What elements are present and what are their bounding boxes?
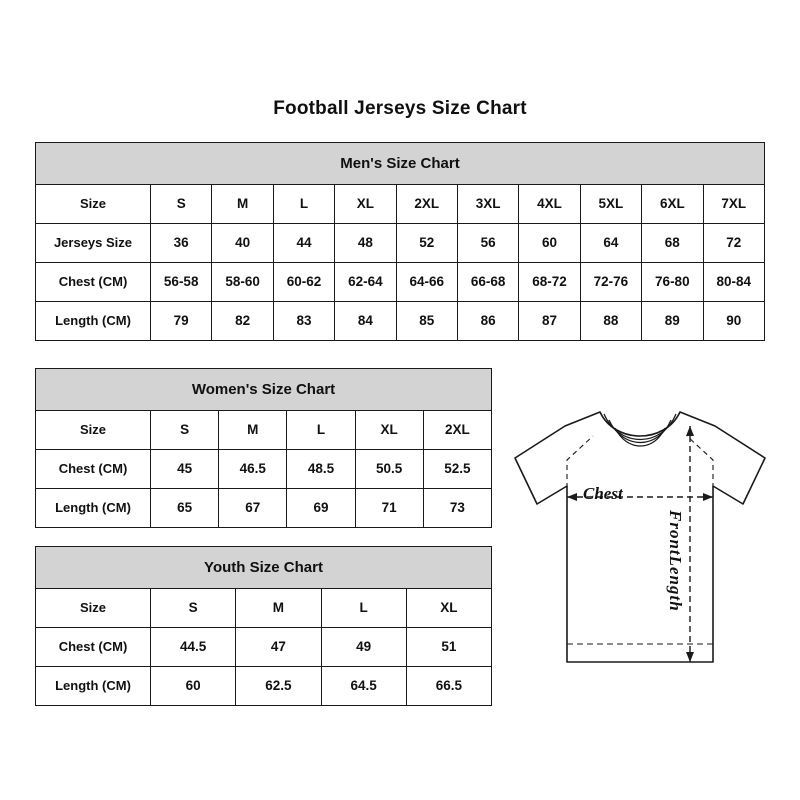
- table-cell: 80-84: [703, 263, 764, 302]
- table-cell: 2XL: [423, 411, 491, 450]
- table-cell: 62-64: [335, 263, 396, 302]
- row-header: Length (CM): [36, 667, 151, 706]
- womens-size-table: [35, 368, 492, 528]
- table-cell: XL: [406, 589, 491, 628]
- table-cell: 6XL: [642, 185, 703, 224]
- table-cell: 36: [151, 224, 212, 263]
- table-cell: 52.5: [423, 450, 491, 489]
- table-cell: 62.5: [236, 667, 321, 706]
- table-cell: 58-60: [212, 263, 273, 302]
- table-cell: 88: [580, 302, 641, 341]
- table-cell: 50.5: [355, 450, 423, 489]
- table-row: [36, 411, 492, 450]
- table-cell: 72-76: [580, 263, 641, 302]
- table-cell: 60-62: [273, 263, 334, 302]
- table-cell: 87: [519, 302, 580, 341]
- table-cell: 45: [151, 450, 219, 489]
- row-header: Chest (CM): [36, 450, 151, 489]
- row-header: Size: [36, 411, 151, 450]
- row-header: Chest (CM): [36, 628, 151, 667]
- table-cell: 4XL: [519, 185, 580, 224]
- table-cell: 56: [457, 224, 518, 263]
- table-cell: 60: [519, 224, 580, 263]
- row-header: Chest (CM): [36, 263, 151, 302]
- table-cell: 40: [212, 224, 273, 263]
- table-row: [36, 302, 765, 341]
- table-cell: 60: [151, 667, 236, 706]
- mens-size-chart: [35, 142, 765, 341]
- table-cell: 83: [273, 302, 334, 341]
- table-row: [36, 489, 492, 528]
- mens-size-table: [35, 142, 765, 341]
- table-cell: 3XL: [457, 185, 518, 224]
- table-cell: 64-66: [396, 263, 457, 302]
- page-title: Football Jerseys Size Chart: [273, 98, 527, 119]
- table-cell: 48: [335, 224, 396, 263]
- front-length-measure-label: FrontLength: [666, 510, 685, 612]
- table-cell: 89: [642, 302, 703, 341]
- table-cell: 64.5: [321, 667, 406, 706]
- table-row: [36, 263, 765, 302]
- table-cell: 85: [396, 302, 457, 341]
- table-row: [36, 450, 492, 489]
- table-cell: 66-68: [457, 263, 518, 302]
- table-cell: 76-80: [642, 263, 703, 302]
- row-header: Size: [36, 185, 151, 224]
- table-cell: 7XL: [703, 185, 764, 224]
- table-row: [36, 628, 492, 667]
- table-cell: 52: [396, 224, 457, 263]
- table-cell: 90: [703, 302, 764, 341]
- table-cell: 68: [642, 224, 703, 263]
- table-cell: M: [212, 185, 273, 224]
- table-cell: 49: [321, 628, 406, 667]
- table-cell: 44.5: [151, 628, 236, 667]
- table-cell: S: [151, 411, 219, 450]
- table-cell: 48.5: [287, 450, 355, 489]
- chest-measure-label: Chest: [583, 484, 623, 503]
- table-cell: 68-72: [519, 263, 580, 302]
- table-cell: 66.5: [406, 667, 491, 706]
- table-cell: 79: [151, 302, 212, 341]
- table-cell: S: [151, 185, 212, 224]
- table-row: [36, 224, 765, 263]
- table-cell: L: [273, 185, 334, 224]
- row-header: Size: [36, 589, 151, 628]
- table-cell: 64: [580, 224, 641, 263]
- table-cell: 65: [151, 489, 219, 528]
- table-cell: L: [287, 411, 355, 450]
- table-row: [36, 589, 492, 628]
- table-cell: 67: [219, 489, 287, 528]
- table-cell: 69: [287, 489, 355, 528]
- table-row: [36, 667, 492, 706]
- jersey-outline-icon: [505, 400, 780, 690]
- table-cell: 51: [406, 628, 491, 667]
- table-cell: 44: [273, 224, 334, 263]
- table-cell: 84: [335, 302, 396, 341]
- table-row: [36, 185, 765, 224]
- womens-size-chart: [35, 368, 492, 528]
- row-header: Length (CM): [36, 489, 151, 528]
- table-cell: L: [321, 589, 406, 628]
- table-cell: M: [236, 589, 321, 628]
- table-cell: 86: [457, 302, 518, 341]
- table-cell: 82: [212, 302, 273, 341]
- table-cell: 5XL: [580, 185, 641, 224]
- table-cell: 73: [423, 489, 491, 528]
- womens-table-caption: Women's Size Chart: [35, 368, 492, 410]
- youth-size-table: [35, 546, 492, 706]
- table-cell: 2XL: [396, 185, 457, 224]
- table-cell: 71: [355, 489, 423, 528]
- table-cell: 72: [703, 224, 764, 263]
- youth-table-caption: Youth Size Chart: [35, 546, 492, 588]
- youth-size-chart: [35, 546, 492, 706]
- table-cell: XL: [355, 411, 423, 450]
- jersey-measurement-diagram: [505, 400, 780, 690]
- table-cell: 56-58: [151, 263, 212, 302]
- table-cell: S: [151, 589, 236, 628]
- row-header: Jerseys Size: [36, 224, 151, 263]
- row-header: Length (CM): [36, 302, 151, 341]
- table-cell: 46.5: [219, 450, 287, 489]
- table-cell: 47: [236, 628, 321, 667]
- table-cell: XL: [335, 185, 396, 224]
- table-cell: M: [219, 411, 287, 450]
- mens-table-caption: Men's Size Chart: [35, 142, 765, 184]
